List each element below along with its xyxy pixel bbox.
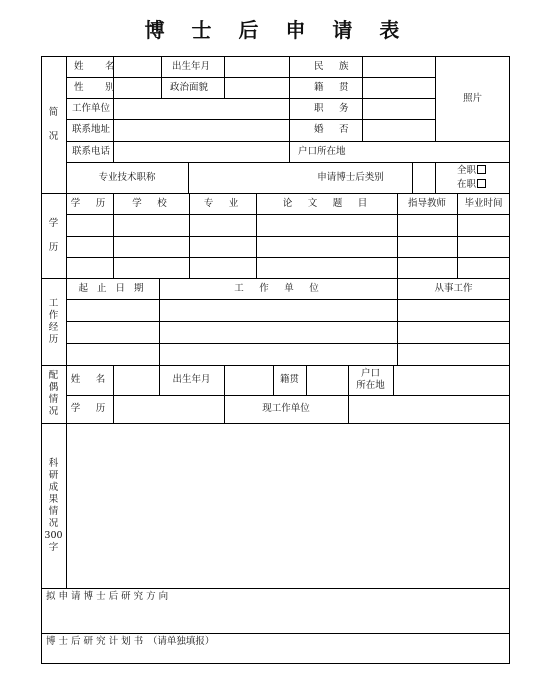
spouse-label-birth: 出生年月 [172, 374, 211, 385]
parttime-checkbox[interactable] [477, 179, 486, 188]
application-form [41, 56, 510, 664]
section-label-work: 工 作 经 历 [48, 297, 59, 345]
edu-header-degree: 学 历 [70, 197, 109, 209]
section-label-research: 科 研 成 果 情 况 300 字 [44, 457, 63, 553]
form-border [41, 56, 510, 664]
spouse-label-hukou: 户口 所在地 [356, 368, 385, 391]
spouse-label-degree: 学 历 [70, 403, 109, 414]
spouse-label-name: 姓 名 [70, 374, 109, 385]
label-research-direction: 拟 申 请 博 士 后 研 究 方 向 [46, 591, 169, 602]
edu-header-major: 专 业 [203, 197, 242, 209]
label-research-plan: 博 士 后 研 究 计 划 书 （请单独填报） [46, 636, 215, 647]
label-hukou: 户口所在地 [298, 146, 346, 157]
work-header-employer: 工 作 单 位 [234, 282, 322, 294]
label-gender: 性 别 [74, 82, 121, 93]
label-position: 职 务 [314, 103, 352, 114]
section-label-education: 学 历 [48, 217, 59, 253]
form-title: 博 士 后 申 请 表 [144, 18, 410, 42]
label-title-rank: 专业技术职称 [98, 171, 156, 183]
label-politics: 政治面貌 [170, 82, 209, 93]
label-ethnicity: 民 族 [314, 61, 352, 72]
label-marital: 婚 否 [314, 124, 352, 135]
label-employer: 工作单位 [72, 103, 111, 114]
option-parttime[interactable]: 在职 [457, 179, 486, 190]
section-label-spouse: 配 偶 情 况 [48, 370, 59, 417]
label-postdoc-type: 申请博士后类别 [317, 171, 384, 183]
edu-header-graduation: 毕业时间 [464, 197, 503, 209]
edu-header-advisor: 指导教师 [407, 197, 446, 209]
spouse-label-employer: 现工作单位 [262, 403, 310, 414]
spouse-label-native-place: 籍贯 [279, 374, 299, 385]
label-address: 联系地址 [72, 124, 111, 135]
photo-box[interactable]: 照片 [462, 92, 482, 104]
work-header-role: 从事工作 [434, 282, 473, 294]
work-header-dates: 起 止 日 期 [78, 282, 147, 294]
label-name: 姓 名 [74, 61, 121, 72]
section-label-profile: 简 况 [48, 106, 59, 142]
edu-header-school: 学 校 [132, 197, 170, 209]
label-native-place: 籍 贯 [314, 82, 352, 93]
option-fulltime[interactable]: 全职 [457, 165, 486, 176]
fulltime-checkbox[interactable] [477, 165, 486, 174]
label-phone: 联系电话 [72, 146, 111, 157]
label-birth: 出生年月 [172, 61, 211, 72]
edu-header-thesis: 论 文 题 目 [282, 197, 371, 209]
